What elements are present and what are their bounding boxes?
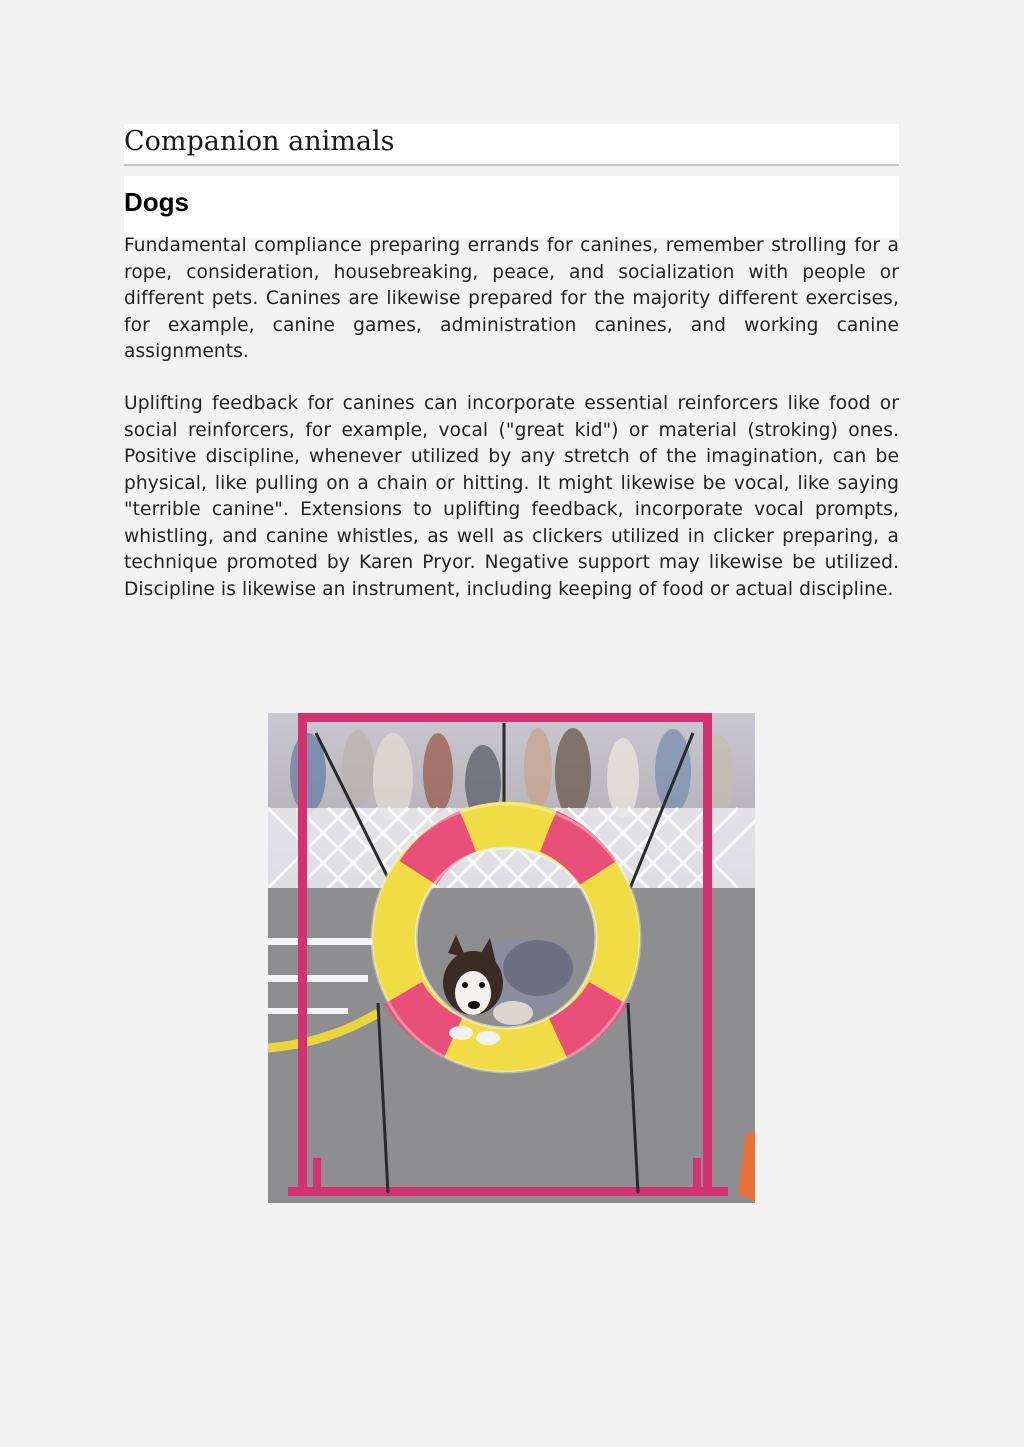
dog-agility-illustration [268, 713, 755, 1203]
body-paragraph: Uplifting feedback for canines can incorporate essential reinforcers like food or social reinforcers, for example, vocal ("great kid") or material (stroking) ones. Positive discipline, whenever utilized by any stretch of the imagination, can be physical, like pulling on a chain or hitting. It might likewise be vocal, like saying "terrible canine". Extensions to uplifting feedback, incorporate vocal prompts, whistling, and canine whistles, as well as clickers utilized in clicker preparing, a technique promoted by Karen Pryor. Negative support may likewise be utilized. Discipline is likewise an instrument, including keeping of food or actual discipline. [124, 393, 899, 600]
body-paragraph: Fundamental compliance preparing errands for canines, remember strolling for a rope, consideration, housebreaking, peace, and socialization with people or different pets. Canines are likewise prepared for the majority different exercises, for example, canine games, administration canines, and working canine assignments. [124, 235, 899, 362]
section-title: Companion animals [124, 126, 395, 157]
section-title-bar [124, 124, 899, 166]
subheading-bar [124, 176, 899, 238]
subheading: Dogs [124, 187, 189, 217]
dog-agility-photo [268, 713, 755, 1203]
